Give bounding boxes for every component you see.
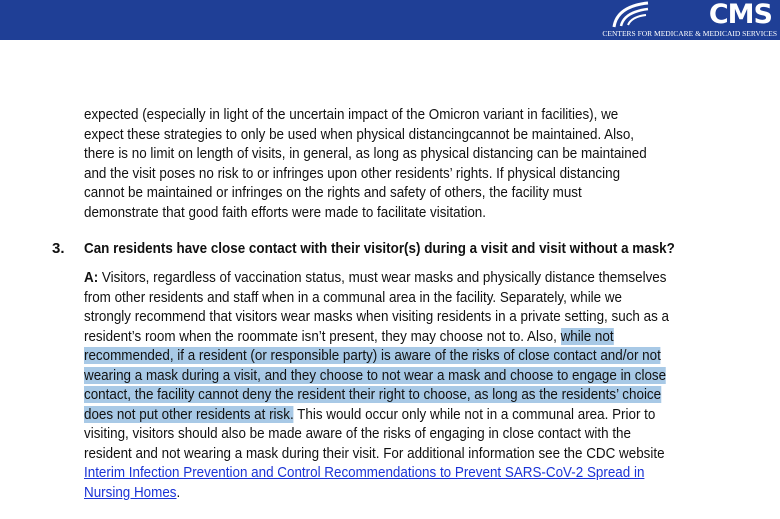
text-line: expected (especially in light of the uncertain impact of the Omicron variant in facilities), we xyxy=(84,106,619,123)
cms-logo xyxy=(550,0,780,40)
highlighted-text: wearing a mask during a visit, and they choose to not wear a mask and choose to engage in close xyxy=(84,367,667,384)
text-line: cannot be maintained or infringes on the rights and safety of others, the facility must xyxy=(84,184,582,201)
highlighted-text: recommended, if a resident (or responsible party) is aware of the risks of close contact and/or not xyxy=(84,347,661,364)
question-heading: Can residents have close contact with their visitor(s) during a visit and visit without a mask? xyxy=(84,240,675,257)
cdc-guidance-link[interactable]: Nursing Homes xyxy=(84,484,177,501)
text-line: demonstrate that good faith efforts were made to facilitate visitation. xyxy=(84,204,486,221)
text-line: from other residents and staff when in a communal area in the facility. Separately, while we xyxy=(84,289,623,306)
header-banner xyxy=(0,0,780,40)
text-line: and the visit poses no risk to or infringes upon other residents’ rights. If physical distancing xyxy=(84,165,621,182)
text-line: there is no limit on length of visits, in general, as long as physical distancing can be maintained xyxy=(84,145,647,162)
highlighted-text: while not xyxy=(560,328,614,345)
highlighted-line xyxy=(84,346,661,365)
cdc-guidance-link[interactable]: Interim Infection Prevention and Control Recommendations to Prevent SARS-CoV-2 Spread in xyxy=(84,464,645,481)
text-line: resident and not wearing a mask during their visit. For additional information see the CDC website xyxy=(84,445,665,462)
swoosh-icon xyxy=(590,0,650,28)
logo-subtitle: CENTERS FOR MEDICARE & MEDICAID SERVICES xyxy=(602,29,777,38)
text-line: expect these strategies to only be used when physical distancingcannot be maintained. Also, xyxy=(84,126,635,143)
highlighted-line xyxy=(84,385,661,404)
text-line xyxy=(84,327,614,346)
text-line: visiting, visitors should also be made aware of the risks of engaging in close contact with the xyxy=(84,425,631,442)
highlighted-line xyxy=(84,366,666,385)
question-number: 3. xyxy=(52,240,65,257)
logo-text: CMS xyxy=(708,0,772,30)
text: . xyxy=(176,484,181,501)
text-line: strongly recommend that visitors wear masks when visiting residents in a private setting, such as a xyxy=(84,308,669,325)
highlighted-text: contact, the facility cannot deny the resident their right to choose, as long as the residents’ choice xyxy=(84,386,662,403)
text-line xyxy=(84,268,666,287)
highlighted-text: does not put other residents at risk. xyxy=(84,406,294,423)
text: resident’s room when the roommate isn’t present, they may choose not to. Also, xyxy=(84,328,561,345)
answer-prefix: A: xyxy=(84,269,99,286)
link-line xyxy=(84,483,180,502)
text: This would occur only while not in a communal area. Prior to xyxy=(293,406,656,423)
text: Visitors, regardless of vaccination status, must wear masks and physically distance themselves xyxy=(98,269,667,286)
link-line xyxy=(84,463,644,482)
text-line xyxy=(84,405,655,424)
